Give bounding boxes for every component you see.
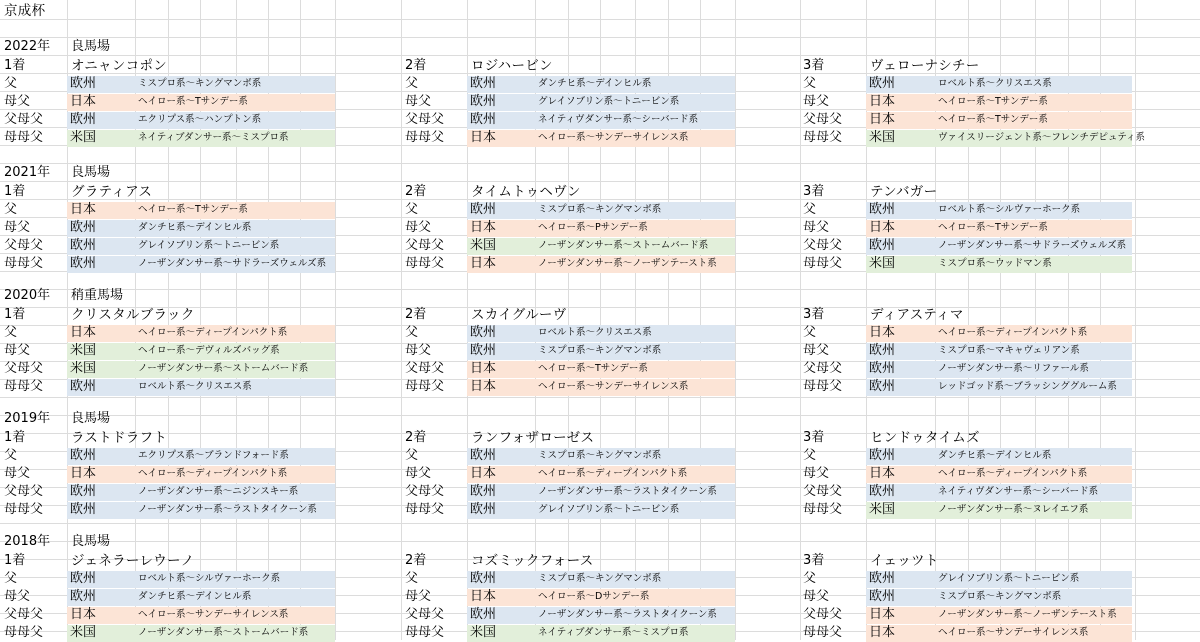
pedigree-relation[interactable]: 母父 bbox=[405, 343, 432, 358]
pedigree-region[interactable]: 欧州 bbox=[470, 112, 497, 127]
year-label[interactable]: 2021年 bbox=[4, 165, 51, 180]
sire-line[interactable]: ヘイロー系〜Tサンデー系 bbox=[538, 363, 648, 374]
row-gridline bbox=[0, 415, 1200, 416]
pedigree-relation[interactable]: 母父 bbox=[4, 343, 31, 358]
pedigree-region[interactable]: 欧州 bbox=[70, 571, 97, 586]
finish-position[interactable]: 1着 bbox=[4, 430, 26, 445]
sire-line[interactable]: ネイティブダンサー系〜ミスプロ系 bbox=[538, 627, 689, 638]
pedigree-region[interactable]: 日本 bbox=[869, 607, 896, 622]
sire-line[interactable]: ノーザンダンサー系〜リファール系 bbox=[938, 363, 1089, 374]
pedigree-region[interactable]: 日本 bbox=[470, 256, 497, 271]
pedigree-relation[interactable]: 父 bbox=[405, 202, 419, 217]
pedigree-region[interactable]: 欧州 bbox=[70, 502, 97, 517]
finish-position[interactable]: 2着 bbox=[405, 307, 427, 322]
sire-line[interactable]: ヘイロー系〜サンデーサイレンス系 bbox=[938, 627, 1089, 638]
pedigree-region[interactable]: 欧州 bbox=[869, 76, 896, 91]
sire-line[interactable]: レッドゴッド系〜ブラッシンググルーム系 bbox=[938, 381, 1117, 392]
pedigree-region[interactable]: 欧州 bbox=[470, 343, 497, 358]
pedigree-region[interactable]: 日本 bbox=[70, 466, 97, 481]
pedigree-relation[interactable]: 父 bbox=[803, 76, 817, 91]
sire-line[interactable]: ミスプロ系〜キングマンボ系 bbox=[938, 591, 1062, 602]
sire-line[interactable]: ロベルト系〜クリスエス系 bbox=[138, 381, 252, 392]
horse-name[interactable]: クリスタルブラック bbox=[71, 307, 195, 323]
sire-line[interactable]: ヘイロー系〜ディープインパクト系 bbox=[538, 468, 688, 479]
sire-line[interactable]: ロベルト系〜シルヴァーホーク系 bbox=[938, 204, 1081, 215]
finish-position[interactable]: 2着 bbox=[405, 553, 427, 568]
horse-name[interactable]: コズミックフォース bbox=[471, 553, 594, 569]
horse-name[interactable]: スカイグルーヴ bbox=[471, 307, 567, 323]
pedigree-region[interactable]: 米国 bbox=[70, 130, 97, 145]
finish-position[interactable]: 2着 bbox=[405, 430, 427, 445]
sire-line[interactable]: ノーザンダンサー系〜ラストタイクーン系 bbox=[538, 609, 717, 620]
sire-line[interactable]: グレイソブリン系〜トニービン系 bbox=[538, 504, 680, 515]
pedigree-region[interactable]: 日本 bbox=[470, 379, 497, 394]
row-gridline bbox=[0, 181, 1200, 182]
pedigree-relation[interactable]: 父 bbox=[803, 202, 817, 217]
pedigree-region[interactable]: 日本 bbox=[70, 202, 97, 217]
pedigree-region[interactable]: 欧州 bbox=[70, 256, 97, 271]
pedigree-region[interactable]: 米国 bbox=[470, 625, 497, 640]
sire-line[interactable]: ロベルト系〜クリスエス系 bbox=[938, 78, 1052, 89]
year-label[interactable]: 2022年 bbox=[4, 39, 51, 54]
pedigree-relation[interactable]: 母父 bbox=[4, 466, 31, 481]
pedigree-region[interactable]: 欧州 bbox=[470, 76, 497, 91]
pedigree-region[interactable]: 日本 bbox=[70, 94, 97, 109]
pedigree-relation[interactable]: 父母父 bbox=[4, 238, 44, 253]
pedigree-relation[interactable]: 母父 bbox=[4, 94, 31, 109]
pedigree-relation[interactable]: 母母父 bbox=[405, 625, 445, 640]
sire-line[interactable]: ヘイロー系〜Dサンデー系 bbox=[538, 591, 650, 602]
row-gridline bbox=[0, 163, 1200, 164]
pedigree-relation[interactable]: 父 bbox=[405, 325, 419, 340]
pedigree-region[interactable]: 欧州 bbox=[70, 589, 97, 604]
pedigree-region[interactable]: 欧州 bbox=[70, 484, 97, 499]
row-gridline bbox=[0, 55, 1200, 56]
track-condition[interactable]: 良馬場 bbox=[71, 411, 111, 426]
pedigree-relation[interactable]: 父母父 bbox=[4, 361, 44, 376]
pedigree-region[interactable]: 米国 bbox=[70, 343, 97, 358]
pedigree-relation[interactable]: 母母父 bbox=[4, 502, 44, 517]
row-gridline bbox=[0, 523, 1200, 524]
pedigree-relation[interactable]: 父母父 bbox=[405, 361, 445, 376]
horse-name[interactable]: ランフォザローゼス bbox=[471, 430, 595, 446]
horse-name[interactable]: イェッツト bbox=[870, 553, 939, 569]
sire-line[interactable]: ノーザンダンサー系〜ラストタイクーン系 bbox=[538, 486, 717, 497]
sire-line[interactable]: ミスプロ系〜キングマンボ系 bbox=[538, 573, 662, 584]
pedigree-relation[interactable]: 母母父 bbox=[4, 256, 44, 271]
finish-position[interactable]: 1着 bbox=[4, 553, 26, 568]
pedigree-region[interactable]: 日本 bbox=[869, 220, 896, 235]
sire-line[interactable]: ノーザンダンサー系〜ニジンスキー系 bbox=[138, 486, 299, 497]
sire-line[interactable]: グレイソブリン系〜トニービン系 bbox=[938, 573, 1080, 584]
pedigree-region[interactable]: 欧州 bbox=[470, 502, 497, 517]
pedigree-relation[interactable]: 母母父 bbox=[803, 625, 843, 640]
pedigree-region[interactable]: 欧州 bbox=[70, 76, 97, 91]
pedigree-relation[interactable]: 父 bbox=[405, 76, 419, 91]
finish-position[interactable]: 3着 bbox=[803, 58, 825, 73]
pedigree-region[interactable]: 日本 bbox=[869, 325, 896, 340]
pedigree-relation[interactable]: 母母父 bbox=[803, 502, 843, 517]
pedigree-region[interactable]: 欧州 bbox=[70, 220, 97, 235]
finish-position[interactable]: 2着 bbox=[405, 184, 427, 199]
horse-name[interactable]: ラストドラフト bbox=[71, 430, 168, 446]
sire-line[interactable]: ミスプロ系〜キングマンボ系 bbox=[138, 78, 262, 89]
sire-line[interactable]: ミスプロ系〜キングマンボ系 bbox=[538, 345, 662, 356]
track-condition[interactable]: 良馬場 bbox=[71, 534, 111, 549]
horse-name[interactable]: グラティアス bbox=[71, 184, 153, 200]
pedigree-relation[interactable]: 母母父 bbox=[405, 379, 445, 394]
pedigree-relation[interactable]: 母母父 bbox=[405, 256, 445, 271]
pedigree-region[interactable]: 日本 bbox=[869, 625, 896, 640]
finish-position[interactable]: 2着 bbox=[405, 58, 427, 73]
pedigree-region[interactable]: 欧州 bbox=[869, 361, 896, 376]
sire-line[interactable]: ミスプロ系〜キングマンボ系 bbox=[538, 450, 662, 461]
pedigree-region[interactable]: 米国 bbox=[70, 625, 97, 640]
sire-line[interactable]: ミスプロ系〜ウッドマン系 bbox=[938, 258, 1052, 269]
pedigree-relation[interactable]: 父 bbox=[4, 571, 18, 586]
sire-line[interactable]: ネイティヴダンサー系〜シーバード系 bbox=[538, 114, 699, 125]
pedigree-relation[interactable]: 父母父 bbox=[803, 112, 843, 127]
sire-line[interactable]: ヘイロー系〜ディープインパクト系 bbox=[138, 468, 288, 479]
horse-name[interactable]: ロジハービン bbox=[471, 58, 553, 74]
finish-position[interactable]: 1着 bbox=[4, 58, 26, 73]
sire-line[interactable]: ヘイロー系〜ディープインパクト系 bbox=[938, 468, 1088, 479]
pedigree-relation[interactable]: 父 bbox=[4, 76, 18, 91]
pedigree-relation[interactable]: 父母父 bbox=[405, 112, 445, 127]
pedigree-relation[interactable]: 父母父 bbox=[4, 607, 44, 622]
sire-line[interactable]: ヘイロー系〜ディープインパクト系 bbox=[938, 327, 1088, 338]
sire-line[interactable]: ノーザンダンサー系〜ノーザンテースト系 bbox=[538, 258, 717, 269]
pedigree-relation[interactable]: 父母父 bbox=[405, 484, 445, 499]
pedigree-relation[interactable]: 父 bbox=[405, 571, 419, 586]
pedigree-region[interactable]: 欧州 bbox=[470, 571, 497, 586]
track-condition[interactable]: 良馬場 bbox=[71, 39, 111, 54]
sire-line[interactable]: ネイティブダンサー系〜ミスプロ系 bbox=[138, 132, 289, 143]
sire-line[interactable]: ノーザンダンサー系〜ヌレイエフ系 bbox=[938, 504, 1089, 515]
finish-position[interactable]: 1着 bbox=[4, 307, 26, 322]
pedigree-relation[interactable]: 父 bbox=[803, 571, 817, 586]
pedigree-region[interactable]: 米国 bbox=[70, 361, 97, 376]
pedigree-relation[interactable]: 父 bbox=[4, 325, 18, 340]
track-condition[interactable]: 良馬場 bbox=[71, 165, 111, 180]
pedigree-region[interactable]: 日本 bbox=[470, 466, 497, 481]
sheet-title[interactable]: 京成杯 bbox=[4, 3, 46, 19]
pedigree-relation[interactable]: 母父 bbox=[803, 220, 830, 235]
horse-name[interactable]: ディアスティマ bbox=[870, 307, 964, 323]
pedigree-region[interactable]: 日本 bbox=[869, 112, 896, 127]
sire-line[interactable]: ノーザンダンサー系〜ストームバード系 bbox=[138, 627, 309, 638]
sire-line[interactable]: ダンチヒ系〜デインヒル系 bbox=[138, 591, 252, 602]
pedigree-relation[interactable]: 母母父 bbox=[803, 256, 843, 271]
pedigree-region[interactable]: 米国 bbox=[869, 256, 896, 271]
pedigree-region[interactable]: 日本 bbox=[470, 130, 497, 145]
year-label[interactable]: 2019年 bbox=[4, 411, 51, 426]
pedigree-relation[interactable]: 父 bbox=[803, 325, 817, 340]
sire-line[interactable]: ネイティヴダンサー系〜シーバード系 bbox=[938, 486, 1099, 497]
pedigree-region[interactable]: 日本 bbox=[70, 607, 97, 622]
sire-line[interactable]: ヘイロー系〜サンデーサイレンス系 bbox=[538, 381, 689, 392]
pedigree-relation[interactable]: 母母父 bbox=[803, 130, 843, 145]
sire-line[interactable]: ダンチヒ系〜デインヒル系 bbox=[538, 78, 652, 89]
pedigree-region[interactable]: 日本 bbox=[869, 466, 896, 481]
pedigree-region[interactable]: 欧州 bbox=[869, 484, 896, 499]
pedigree-relation[interactable]: 父母父 bbox=[4, 112, 44, 127]
pedigree-relation[interactable]: 母父 bbox=[405, 94, 432, 109]
row-gridline bbox=[0, 37, 1200, 38]
pedigree-relation[interactable]: 父母父 bbox=[405, 238, 445, 253]
sire-line[interactable]: ミスプロ系〜キングマンボ系 bbox=[538, 204, 662, 215]
pedigree-region[interactable]: 日本 bbox=[869, 94, 896, 109]
sire-line[interactable]: ダンチヒ系〜デインヒル系 bbox=[138, 222, 252, 233]
row-gridline bbox=[0, 397, 1200, 398]
sire-line[interactable]: ヘイロー系〜ディープインパクト系 bbox=[138, 327, 288, 338]
row-gridline bbox=[0, 433, 1200, 434]
pedigree-region[interactable]: 日本 bbox=[470, 361, 497, 376]
row-gridline bbox=[0, 73, 1200, 74]
sire-line[interactable]: ヘイロー系〜Tサンデー系 bbox=[138, 204, 248, 215]
pedigree-relation[interactable]: 父母父 bbox=[803, 238, 843, 253]
sire-line[interactable]: ヘイロー系〜Tサンデー系 bbox=[938, 222, 1048, 233]
sire-line[interactable]: グレイソブリン系〜トニービン系 bbox=[138, 240, 280, 251]
sire-line[interactable]: ヘイロー系〜Pサンデー系 bbox=[538, 222, 648, 233]
pedigree-relation[interactable]: 母父 bbox=[405, 220, 432, 235]
sire-line[interactable]: ロベルト系〜クリスエス系 bbox=[538, 327, 652, 338]
horse-name[interactable]: ヴェローナシチー bbox=[870, 58, 980, 74]
pedigree-region[interactable]: 欧州 bbox=[869, 589, 896, 604]
finish-position[interactable]: 3着 bbox=[803, 307, 825, 322]
sire-line[interactable]: ノーザンダンサー系〜ラストタイクーン系 bbox=[138, 504, 317, 515]
sire-line[interactable]: ノーザンダンサー系〜サドラーズウェルズ系 bbox=[138, 258, 327, 269]
horse-name[interactable]: ジェネラーレウーノ bbox=[71, 553, 195, 569]
sire-line[interactable]: ヘイロー系〜Tサンデー系 bbox=[138, 96, 248, 107]
pedigree-region[interactable]: 欧州 bbox=[869, 343, 896, 358]
column-gridline bbox=[1135, 0, 1136, 640]
sire-line[interactable]: ヘイロー系〜Tサンデー系 bbox=[938, 96, 1048, 107]
pedigree-region[interactable]: 欧州 bbox=[70, 448, 97, 463]
horse-name[interactable]: テンバガー bbox=[870, 184, 938, 200]
sire-line[interactable]: ダンチヒ系〜デインヒル系 bbox=[938, 450, 1052, 461]
horse-name[interactable]: オニャンコポン bbox=[71, 58, 168, 74]
sire-line[interactable]: エクリプス系〜ハンプトン系 bbox=[138, 114, 262, 125]
pedigree-region[interactable]: 欧州 bbox=[70, 112, 97, 127]
pedigree-relation[interactable]: 母母父 bbox=[4, 130, 44, 145]
finish-position[interactable]: 3着 bbox=[803, 184, 825, 199]
pedigree-relation[interactable]: 母母父 bbox=[803, 379, 843, 394]
pedigree-relation[interactable]: 父母父 bbox=[405, 607, 445, 622]
pedigree-region[interactable]: 欧州 bbox=[869, 571, 896, 586]
pedigree-region[interactable]: 欧州 bbox=[470, 94, 497, 109]
pedigree-relation[interactable]: 母母父 bbox=[405, 502, 445, 517]
sire-line[interactable]: ノーザンダンサー系〜ノーザンテースト系 bbox=[938, 609, 1117, 620]
pedigree-relation[interactable]: 母母父 bbox=[405, 130, 445, 145]
row-gridline bbox=[0, 19, 1200, 20]
sire-line[interactable]: ヴァイスリージェント系〜フレンチデピュティ系 bbox=[938, 132, 1146, 143]
pedigree-relation[interactable]: 母母父 bbox=[4, 379, 44, 394]
pedigree-region[interactable]: 欧州 bbox=[70, 379, 97, 394]
sire-line[interactable]: ノーザンダンサー系〜ストームバード系 bbox=[138, 363, 309, 374]
pedigree-region[interactable]: 米国 bbox=[869, 502, 896, 517]
finish-position[interactable]: 1着 bbox=[4, 184, 26, 199]
pedigree-relation[interactable]: 父 bbox=[803, 448, 817, 463]
sire-line[interactable]: ノーザンダンサー系〜ストームバード系 bbox=[538, 240, 709, 251]
pedigree-region[interactable]: 欧州 bbox=[869, 448, 896, 463]
sire-line[interactable]: ミスプロ系〜マキャヴェリアン系 bbox=[938, 345, 1080, 356]
sire-line[interactable]: ヘイロー系〜サンデーサイレンス系 bbox=[138, 609, 289, 620]
pedigree-relation[interactable]: 父 bbox=[4, 448, 18, 463]
pedigree-region[interactable]: 欧州 bbox=[869, 379, 896, 394]
pedigree-relation[interactable]: 母父 bbox=[803, 466, 830, 481]
pedigree-relation[interactable]: 母父 bbox=[4, 589, 31, 604]
pedigree-region[interactable]: 欧州 bbox=[869, 202, 896, 217]
row-gridline bbox=[0, 541, 1200, 542]
pedigree-region[interactable]: 欧州 bbox=[470, 607, 497, 622]
pedigree-region[interactable]: 日本 bbox=[470, 589, 497, 604]
column-gridline bbox=[401, 0, 402, 640]
year-label[interactable]: 2020年 bbox=[4, 288, 51, 303]
pedigree-relation[interactable]: 父母父 bbox=[803, 484, 843, 499]
pedigree-relation[interactable]: 母父 bbox=[803, 589, 830, 604]
pedigree-relation[interactable]: 母母父 bbox=[4, 625, 44, 640]
pedigree-relation[interactable]: 母父 bbox=[405, 589, 432, 604]
finish-position[interactable]: 3着 bbox=[803, 553, 825, 568]
sire-line[interactable]: ヘイロー系〜デヴィルズバッグ系 bbox=[138, 345, 280, 356]
pedigree-relation[interactable]: 母父 bbox=[803, 94, 830, 109]
sire-line[interactable]: エクリプス系〜ブランドフォード系 bbox=[138, 450, 289, 461]
pedigree-region[interactable]: 欧州 bbox=[470, 448, 497, 463]
track-condition[interactable]: 稍重馬場 bbox=[71, 288, 124, 303]
pedigree-region[interactable]: 欧州 bbox=[70, 238, 97, 253]
pedigree-region[interactable]: 欧州 bbox=[869, 238, 896, 253]
pedigree-region[interactable]: 欧州 bbox=[470, 202, 497, 217]
pedigree-relation[interactable]: 母父 bbox=[405, 466, 432, 481]
pedigree-region[interactable]: 日本 bbox=[470, 220, 497, 235]
pedigree-relation[interactable]: 父母父 bbox=[4, 484, 44, 499]
horse-name[interactable]: ヒンドゥタイムズ bbox=[870, 430, 980, 446]
sire-line[interactable]: グレイソブリン系〜トニービン系 bbox=[538, 96, 680, 107]
sire-line[interactable]: ヘイロー系〜Tサンデー系 bbox=[938, 114, 1048, 125]
pedigree-region[interactable]: 欧州 bbox=[470, 484, 497, 499]
pedigree-relation[interactable]: 父母父 bbox=[803, 607, 843, 622]
pedigree-relation[interactable]: 父母父 bbox=[803, 361, 843, 376]
pedigree-relation[interactable]: 母父 bbox=[803, 343, 830, 358]
sire-line[interactable]: ヘイロー系〜サンデーサイレンス系 bbox=[538, 132, 689, 143]
pedigree-relation[interactable]: 母父 bbox=[4, 220, 31, 235]
finish-position[interactable]: 3着 bbox=[803, 430, 825, 445]
pedigree-relation[interactable]: 父 bbox=[4, 202, 18, 217]
column-gridline bbox=[800, 0, 801, 640]
row-gridline bbox=[0, 199, 1200, 200]
pedigree-region[interactable]: 欧州 bbox=[470, 325, 497, 340]
column-gridline bbox=[735, 0, 736, 640]
horse-name[interactable]: タイムトゥヘヴン bbox=[471, 184, 581, 200]
year-label[interactable]: 2018年 bbox=[4, 534, 51, 549]
pedigree-region[interactable]: 米国 bbox=[470, 238, 497, 253]
pedigree-region[interactable]: 米国 bbox=[869, 130, 896, 145]
row-gridline bbox=[0, 289, 1200, 290]
sire-line[interactable]: ノーザンダンサー系〜サドラーズウェルズ系 bbox=[938, 240, 1127, 251]
sire-line[interactable]: ロベルト系〜シルヴァーホーク系 bbox=[138, 573, 281, 584]
column-gridline bbox=[335, 0, 336, 640]
pedigree-relation[interactable]: 父 bbox=[405, 448, 419, 463]
pedigree-region[interactable]: 日本 bbox=[70, 325, 97, 340]
